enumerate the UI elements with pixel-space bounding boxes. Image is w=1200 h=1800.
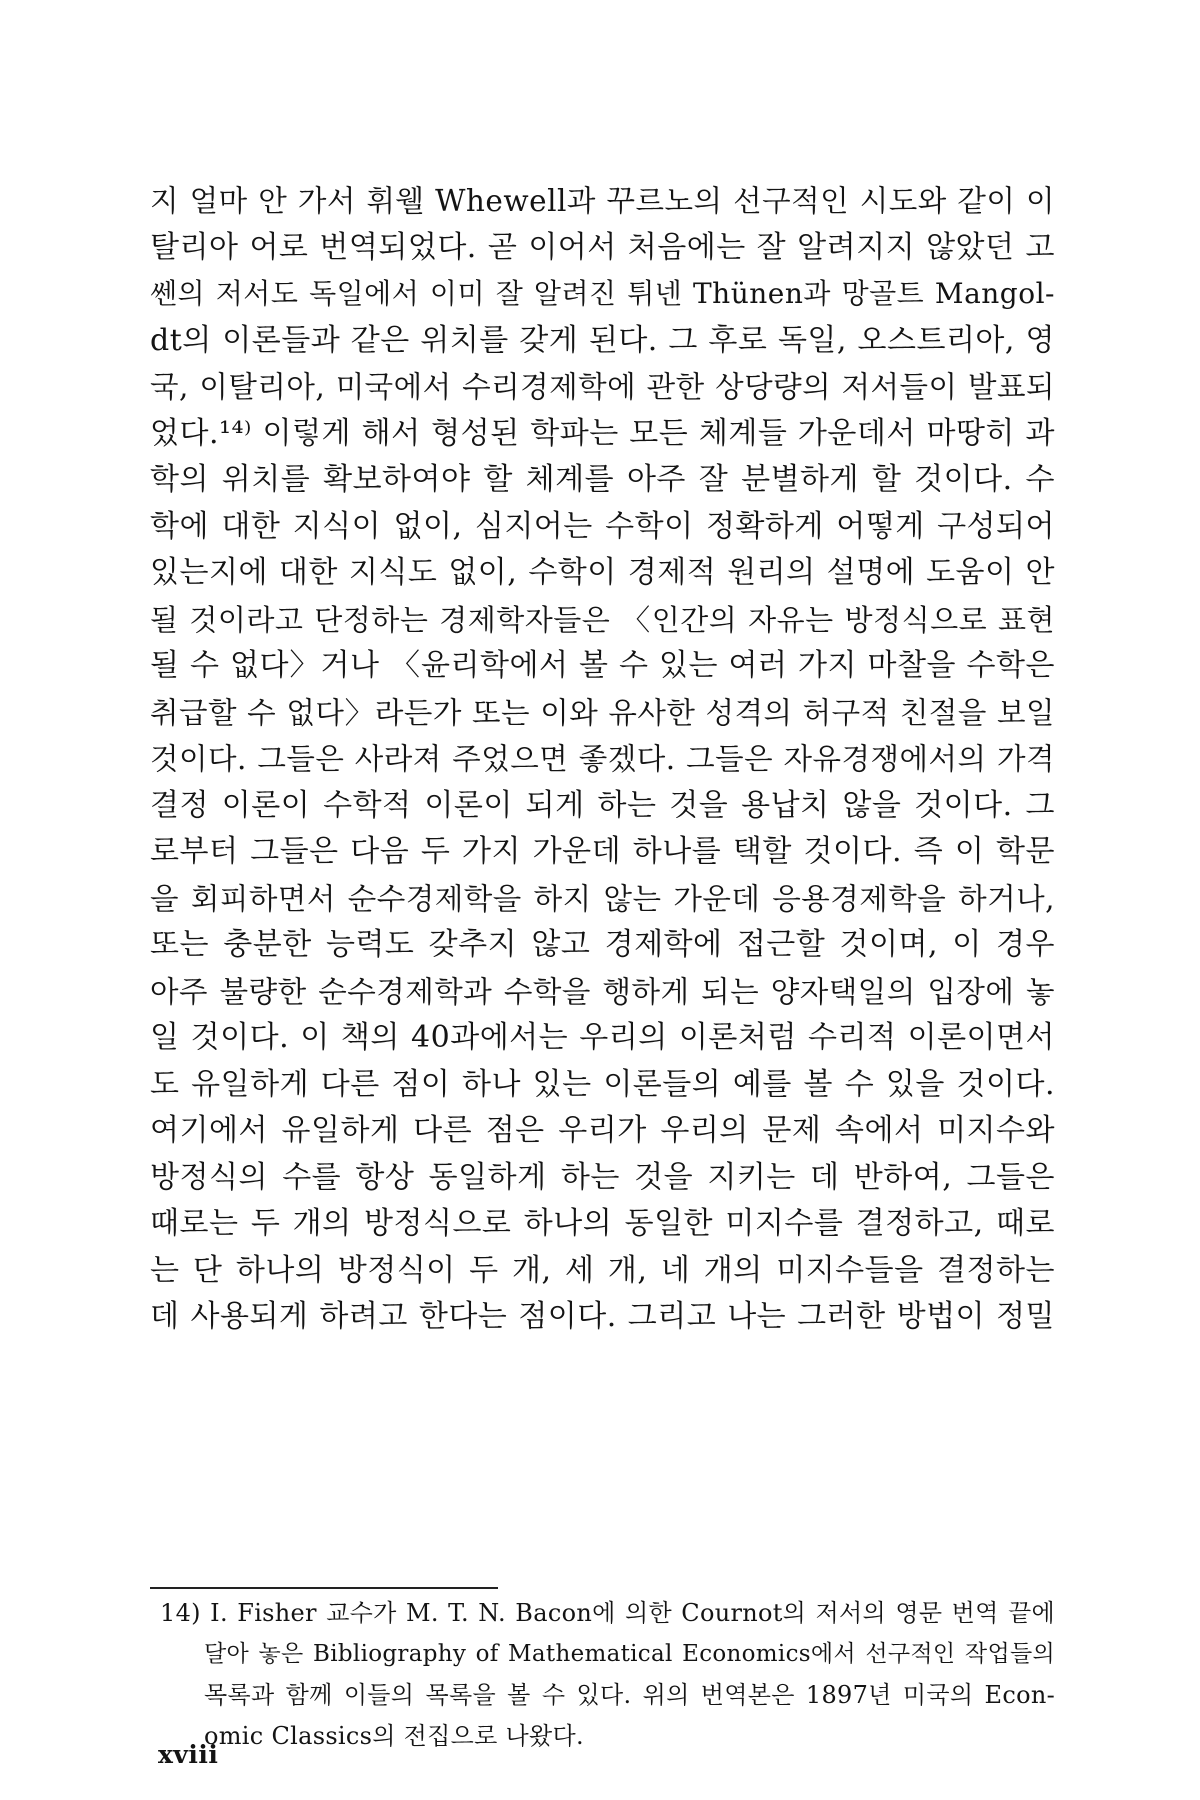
text-line: dt의 이론들과 같은 위치를 갖게 된다. 그 후로 독일, 오스트리아, 영 [150, 322, 1055, 358]
text-line: 로부터 그들은 다음 두 가지 가운데 하나를 택할 것이다. 즉 이 학문 [150, 834, 1055, 869]
text-line: 결정 이론이 수학적 이론이 되게 하는 것을 용납치 않을 것이다. 그 [150, 787, 1055, 823]
footnote [160, 1593, 1055, 1757]
body-text [150, 178, 1055, 1341]
text-line: 학의 위치를 확보하여야 할 체계를 아주 잘 분별하게 할 것이다. 수 [150, 462, 1055, 497]
page-number: xviii [158, 1740, 219, 1769]
text-line: 탈리아 어로 번역되었다. 곧 이어서 처음에는 잘 알려지지 않았던 고 [150, 229, 1055, 265]
text-line: 을 회피하면서 순수경제학을 하지 않는 가운데 응용경제학을 하거나, [150, 881, 1055, 916]
text-line: 학에 대한 지식이 없이, 심지어는 수학이 정확하게 어떻게 구성되어 [150, 508, 1055, 544]
footnote-divider [150, 1587, 498, 1589]
text-line: 때로는 두 개의 방정식으로 하나의 동일한 미지수를 결정하고, 때로 [150, 1206, 1055, 1241]
text-line: 것이다. 그들은 사라져 주었으면 좋겠다. 그들은 자유경쟁에서의 가격 [150, 742, 1055, 776]
footnote-line: 달아 놓은 Bibliography of Mathematical Economics에서 선구적인 작업들의 [204, 1641, 1055, 1667]
text-line: 있는지에 대한 지식도 없이, 수학이 경제적 원리의 설명에 도움이 안 [150, 555, 1055, 590]
footnote-line: 목록과 함께 이들의 목록을 볼 수 있다. 위의 번역본은 1897년 미국의 Econ- [204, 1681, 1055, 1709]
text-line: 또는 충분한 능력도 갖추지 않고 경제학에 접근할 것이며, 이 경우 [150, 927, 1055, 962]
text-line: 었다.¹⁴⁾ 이렇게 해서 형성된 학파는 모든 체계들 가운데서 마땅히 과 [150, 415, 1055, 451]
text-line: 데 사용되게 하려고 한다는 점이다. 그리고 나는 그러한 방법이 정밀 [150, 1299, 1055, 1334]
text-line: 방정식의 수를 항상 동일하게 하는 것을 지키는 데 반하여, 그들은 [150, 1159, 1055, 1195]
text-line: 는 단 하나의 방정식이 두 개, 세 개, 네 개의 미지수들을 결정하는 [150, 1252, 1055, 1288]
text-line: 여기에서 유일하게 다른 점은 우리가 우리의 문제 속에서 미지수와 [150, 1113, 1055, 1148]
text-line: 아주 불량한 순수경제학과 수학을 행하게 되는 양자택일의 입장에 놓 [150, 974, 1055, 1009]
text-line: 취급할 수 없다〉라든가 또는 이와 유사한 성격의 허구적 친절을 보일 [150, 695, 1055, 730]
text-line: 될 수 없다〉거나 〈윤리학에서 볼 수 있는 여러 가지 마찰을 수학은 [150, 648, 1055, 683]
text-line: 일 것이다. 이 책의 40과에서는 우리의 이론처럼 수리적 이론이면서 [150, 1020, 1055, 1055]
text-line: 쎈의 저서도 독일에서 이미 잘 알려진 튀넨 Thünen과 망골트 Mangol- [150, 277, 1055, 310]
text-line: 지 얼마 안 가서 휘웰 Whewell과 꾸르노의 선구적인 시도와 같이 이 [150, 184, 1055, 218]
text-line: 될 것이라고 단정하는 경제학자들은 〈인간의 자유는 방정식으로 표현 [150, 602, 1055, 637]
text-line: 국, 이탈리아, 미국에서 수리경제학에 관한 상당량의 저서들이 발표되 [150, 370, 1055, 404]
footnote-line: omic Classics의 전집으로 나왔다. [204, 1722, 584, 1750]
footnote-line: 14) I. Fisher 교수가 M. T. N. Bacon에 의한 Cournot의 저서의 영문 번역 끝에 [160, 1599, 1055, 1627]
text-line: 도 유일하게 다른 점이 하나 있는 이론들의 예를 볼 수 있을 것이다. [150, 1066, 1055, 1102]
